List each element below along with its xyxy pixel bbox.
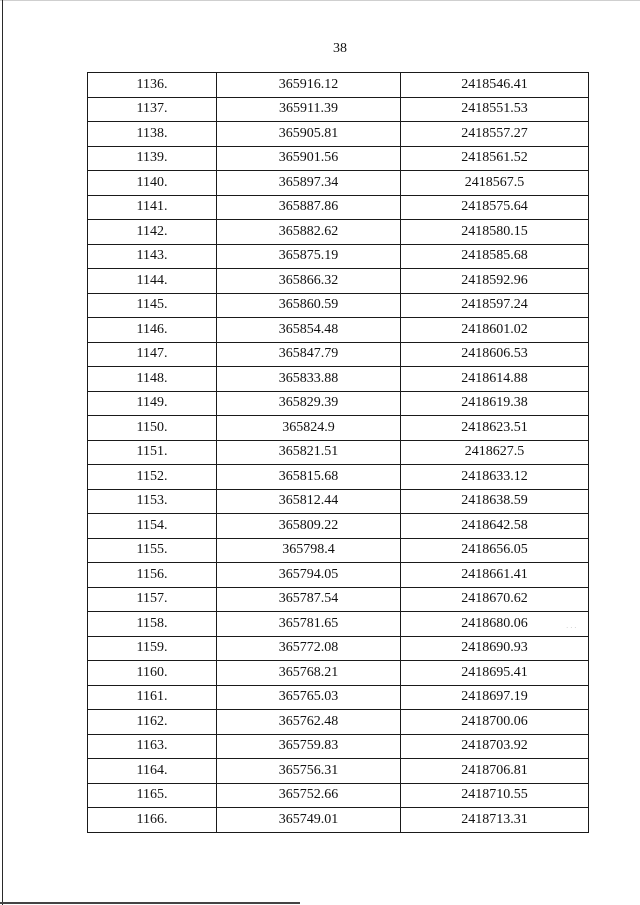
y-coordinate-cell: 2418601.02 [401, 318, 589, 343]
table-row [88, 734, 589, 759]
coordinates-table [87, 72, 589, 833]
x-coordinate-cell: 365752.66 [217, 783, 401, 808]
y-coordinate-cell: 2418695.41 [401, 661, 589, 686]
point-number-cell: 1153. [88, 489, 217, 514]
table-row [88, 171, 589, 196]
x-coordinate-cell: 365897.34 [217, 171, 401, 196]
x-coordinate-cell: 365847.79 [217, 342, 401, 367]
table-row [88, 269, 589, 294]
x-coordinate-cell: 365749.01 [217, 808, 401, 833]
table-row [88, 808, 589, 833]
point-number-cell: 1143. [88, 244, 217, 269]
table-row [88, 710, 589, 735]
point-number-cell: 1147. [88, 342, 217, 367]
x-coordinate-cell: 365829.39 [217, 391, 401, 416]
y-coordinate-cell: 2418623.51 [401, 416, 589, 441]
x-coordinate-cell: 365911.39 [217, 97, 401, 122]
table-row [88, 318, 589, 343]
y-coordinate-cell: 2418633.12 [401, 465, 589, 490]
table-row [88, 489, 589, 514]
x-coordinate-cell: 365905.81 [217, 122, 401, 147]
table-row [88, 661, 589, 686]
point-number-cell: 1166. [88, 808, 217, 833]
point-number-cell: 1164. [88, 759, 217, 784]
table-row [88, 514, 589, 539]
point-number-cell: 1140. [88, 171, 217, 196]
point-number-cell: 1145. [88, 293, 217, 318]
y-coordinate-cell: 2418551.53 [401, 97, 589, 122]
table-row [88, 367, 589, 392]
point-number-cell: 1155. [88, 538, 217, 563]
y-coordinate-cell: 2418703.92 [401, 734, 589, 759]
y-coordinate-cell: 2418690.93 [401, 636, 589, 661]
x-coordinate-cell: 365759.83 [217, 734, 401, 759]
x-coordinate-cell: 365798.4 [217, 538, 401, 563]
point-number-cell: 1158. [88, 612, 217, 637]
y-coordinate-cell: 2418567.5 [401, 171, 589, 196]
y-coordinate-cell: 2418575.64 [401, 195, 589, 220]
y-coordinate-cell: 2418638.59 [401, 489, 589, 514]
y-coordinate-cell: 2418680.06 [401, 612, 589, 637]
y-coordinate-cell: 2418706.81 [401, 759, 589, 784]
y-coordinate-cell: 2418546.41 [401, 73, 589, 98]
point-number-cell: 1156. [88, 563, 217, 588]
scan-edge-left [2, 0, 3, 905]
table-row [88, 783, 589, 808]
y-coordinate-cell: 2418697.19 [401, 685, 589, 710]
table-row [88, 612, 589, 637]
x-coordinate-cell: 365812.44 [217, 489, 401, 514]
table-row [88, 195, 589, 220]
point-number-cell: 1138. [88, 122, 217, 147]
point-number-cell: 1137. [88, 97, 217, 122]
point-number-cell: 1162. [88, 710, 217, 735]
table-row [88, 293, 589, 318]
x-coordinate-cell: 365768.21 [217, 661, 401, 686]
table-row [88, 563, 589, 588]
x-coordinate-cell: 365815.68 [217, 465, 401, 490]
x-coordinate-cell: 365854.48 [217, 318, 401, 343]
x-coordinate-cell: 365787.54 [217, 587, 401, 612]
point-number-cell: 1161. [88, 685, 217, 710]
point-number-cell: 1136. [88, 73, 217, 98]
y-coordinate-cell: 2418597.24 [401, 293, 589, 318]
table-row [88, 220, 589, 245]
x-coordinate-cell: 365887.86 [217, 195, 401, 220]
y-coordinate-cell: 2418561.52 [401, 146, 589, 171]
table-row [88, 146, 589, 171]
table-row [88, 587, 589, 612]
table-row [88, 440, 589, 465]
point-number-cell: 1165. [88, 783, 217, 808]
y-coordinate-cell: 2418670.62 [401, 587, 589, 612]
table-row [88, 244, 589, 269]
point-number-cell: 1141. [88, 195, 217, 220]
x-coordinate-cell: 365833.88 [217, 367, 401, 392]
y-coordinate-cell: 2418614.88 [401, 367, 589, 392]
x-coordinate-cell: 365916.12 [217, 73, 401, 98]
point-number-cell: 1148. [88, 367, 217, 392]
point-number-cell: 1154. [88, 514, 217, 539]
point-number-cell: 1159. [88, 636, 217, 661]
y-coordinate-cell: 2418661.41 [401, 563, 589, 588]
table-row [88, 97, 589, 122]
point-number-cell: 1139. [88, 146, 217, 171]
x-coordinate-cell: 365866.32 [217, 269, 401, 294]
point-number-cell: 1146. [88, 318, 217, 343]
y-coordinate-cell: 2418627.5 [401, 440, 589, 465]
x-coordinate-cell: 365794.05 [217, 563, 401, 588]
y-coordinate-cell: 2418700.06 [401, 710, 589, 735]
y-coordinate-cell: 2418710.55 [401, 783, 589, 808]
page-number: 38 [333, 41, 347, 56]
x-coordinate-cell: 365901.56 [217, 146, 401, 171]
point-number-cell: 1150. [88, 416, 217, 441]
table-row [88, 685, 589, 710]
point-number-cell: 1149. [88, 391, 217, 416]
y-coordinate-cell: 2418580.15 [401, 220, 589, 245]
point-number-cell: 1142. [88, 220, 217, 245]
table-row [88, 636, 589, 661]
x-coordinate-cell: 365756.31 [217, 759, 401, 784]
y-coordinate-cell: 2418606.53 [401, 342, 589, 367]
point-number-cell: 1152. [88, 465, 217, 490]
point-number-cell: 1160. [88, 661, 217, 686]
y-coordinate-cell: 2418656.05 [401, 538, 589, 563]
point-number-cell: 1163. [88, 734, 217, 759]
coordinates-table-body [88, 73, 589, 833]
table-row [88, 416, 589, 441]
table-row [88, 759, 589, 784]
x-coordinate-cell: 365781.65 [217, 612, 401, 637]
y-coordinate-cell: 2418557.27 [401, 122, 589, 147]
x-coordinate-cell: 365824.9 [217, 416, 401, 441]
point-number-cell: 1151. [88, 440, 217, 465]
x-coordinate-cell: 365809.22 [217, 514, 401, 539]
table-row [88, 122, 589, 147]
y-coordinate-cell: 2418642.58 [401, 514, 589, 539]
table-row [88, 342, 589, 367]
table-row [88, 538, 589, 563]
x-coordinate-cell: 365875.19 [217, 244, 401, 269]
x-coordinate-cell: 365860.59 [217, 293, 401, 318]
point-number-cell: 1157. [88, 587, 217, 612]
x-coordinate-cell: 365821.51 [217, 440, 401, 465]
x-coordinate-cell: 365772.08 [217, 636, 401, 661]
scan-edge-top [0, 0, 640, 1]
scan-speck: · · · [566, 624, 577, 632]
y-coordinate-cell: 2418713.31 [401, 808, 589, 833]
table-row [88, 73, 589, 98]
y-coordinate-cell: 2418619.38 [401, 391, 589, 416]
y-coordinate-cell: 2418585.68 [401, 244, 589, 269]
x-coordinate-cell: 365765.03 [217, 685, 401, 710]
x-coordinate-cell: 365882.62 [217, 220, 401, 245]
scan-edge-bottom [0, 902, 300, 904]
table-row [88, 465, 589, 490]
x-coordinate-cell: 365762.48 [217, 710, 401, 735]
y-coordinate-cell: 2418592.96 [401, 269, 589, 294]
point-number-cell: 1144. [88, 269, 217, 294]
table-row [88, 391, 589, 416]
